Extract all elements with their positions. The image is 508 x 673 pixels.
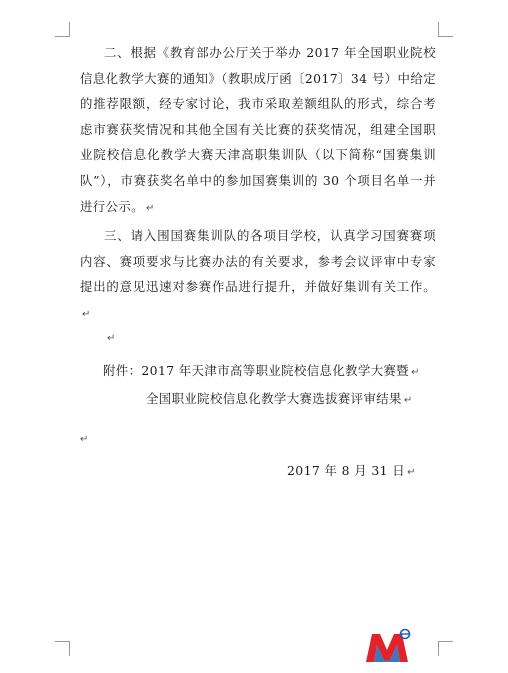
- attachment-block: [103, 358, 448, 413]
- document-date: [287, 458, 416, 486]
- paragraph-two: [80, 40, 436, 221]
- paragraph-mark-icon: ↵: [145, 202, 155, 214]
- crop-mark-top-left: [55, 22, 70, 37]
- attachment-label: 附件：: [103, 363, 142, 378]
- paragraph-two-text: 二、根据《教育部办公厅关于举办 2017 年全国职业院校信息化教学大赛的通知》（教职成厅函〔2017〕34 号）中给定的推荐限额，经专家讨论，我市采取差额组队的形式，综合考虑市赛获奖情况和其他全国有关比赛的获奖情况，组建全国职业院校信息化教学大赛天津高职集训队（以下简称“国赛集训队”），市赛获奖名单中的参加国赛集训的 30 个项目名单一并进行公示。: [80, 45, 436, 214]
- crop-mark-bottom-left: [55, 641, 70, 656]
- paragraph-mark-icon: ↵: [403, 394, 413, 406]
- attachment-line-2: 全国职业院校信息化教学大赛选拔赛评审结果: [146, 390, 402, 406]
- paragraph-mark-icon: ↵: [407, 467, 416, 478]
- watermark-logo-icon: [362, 628, 412, 666]
- paragraph-mark-icon: ↵: [80, 434, 89, 445]
- crop-mark-bottom-right: [438, 641, 453, 656]
- paragraph-three: [80, 223, 436, 327]
- paragraph-mark-icon: ↵: [82, 308, 91, 320]
- attachment-line-2-wrap: [103, 386, 448, 414]
- paragraph-mark-icon: ↵: [107, 333, 116, 344]
- logo-m-shape: [366, 634, 408, 662]
- paragraph-three-text: 三、请入围国赛集训队的各项目学校，认真学习国赛赛项内容、赛项要求与比赛办法的有关要求，参考会议评审中专家提出的意见迅速对参赛作品进行提升，并做好集训有关工作。: [80, 228, 436, 295]
- date-text: 2017 年 8 月 31 日: [287, 463, 406, 478]
- attachment-line-1: 2017 年天津市高等职业院校信息化教学大赛暨: [141, 363, 410, 378]
- crop-mark-top-right: [438, 22, 453, 37]
- paragraph-mark-icon: ↵: [411, 367, 420, 378]
